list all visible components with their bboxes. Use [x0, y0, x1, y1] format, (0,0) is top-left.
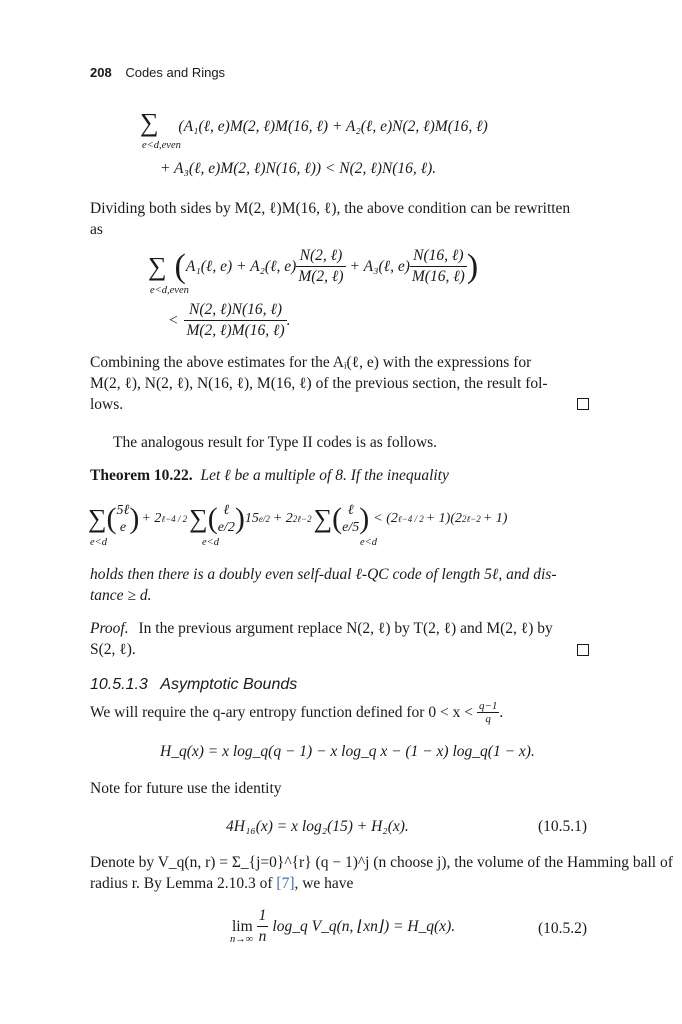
fraction [410, 246, 467, 287]
equation-formula: log_q V_q(n, ⌊xn⌋) = H_q(x). [272, 918, 456, 935]
fraction-numerator: N(16, ℓ) [410, 246, 467, 267]
equation-top [140, 110, 488, 137]
fraction [184, 300, 286, 341]
paragraph-line: radius r. By Lemma 2.10.3 of [90, 875, 273, 892]
fraction-denominator: q [485, 713, 491, 725]
rhs-part: < (2 [373, 511, 398, 526]
citation-link[interactable]: [7] [276, 875, 295, 892]
paragraph-line: In the previous argument replace N(2, ℓ) by T(2, ℓ) and M(2, ℓ) by [138, 620, 553, 637]
paragraph-line: Denote by V_q(n, r) = Σ_{j=0}^{r} (q − 1)^j (n choose j), the volume of the Hamming ball of [90, 854, 673, 871]
exponent: 2ℓ−2 [461, 514, 481, 524]
exponent: 2ℓ−2 [292, 514, 312, 524]
binomial [218, 502, 235, 536]
binomial-bottom: e/2 [217, 520, 235, 535]
equation-top-line2: + A₃(ℓ, e)M(2, ℓ)N(16, ℓ)) < N(2, ℓ)N(16, ℓ). [160, 160, 437, 177]
fraction-numerator: q−1 [478, 700, 498, 712]
sum-index: e<d [202, 537, 219, 548]
sum-index: e<d [360, 537, 377, 548]
paragraph-line: M(2, ℓ), N(2, ℓ), N(16, ℓ), M(16, ℓ) of the previous section, the result fol- [90, 375, 548, 392]
paragraph-line: lows. [90, 396, 124, 413]
theorem-heading [90, 465, 449, 486]
fraction-denominator: M(2, ℓ) [298, 268, 344, 285]
equation-number: (10.5.2) [538, 920, 588, 937]
rhs-part: + 1)(2 [425, 511, 462, 526]
fraction [296, 246, 345, 287]
exponent: ℓ−4 / 2 [397, 514, 424, 524]
paragraph-line: as [90, 221, 103, 238]
relation-symbol: < [168, 312, 179, 329]
equation-term: A₁(ℓ, e) + A₂(ℓ, e) [185, 258, 297, 275]
fraction [257, 906, 269, 947]
paragraph-line: , we have [294, 875, 354, 892]
fraction-denominator: n [258, 928, 267, 945]
qed-box [577, 644, 589, 656]
binomial-top: ℓ [223, 503, 230, 518]
exponent: e/2 [258, 514, 270, 524]
paragraph-line: Combining the above estimates for the Aᵢ(ℓ, e) with the expressions for [90, 354, 532, 371]
equation-entropy: H_q(x) = x log_q(q − 1) − x log_q x − (1 − x) log_q(1 − x). [160, 743, 535, 760]
binomial-bottom: e/5 [342, 520, 360, 535]
paragraph-entropy-intro [90, 700, 503, 725]
paren-close: ) [129, 502, 140, 535]
equation-top-line1: (A₁(ℓ, e)M(2, ℓ)M(16, ℓ) + A₂(ℓ, e)N(2, ℓ)M(16, ℓ) [178, 118, 488, 135]
equation-limit [232, 906, 455, 947]
binomial [117, 502, 130, 536]
paren-close: ) [466, 247, 479, 285]
lim-operator: lim [232, 918, 253, 935]
running-title: Codes and Rings [125, 65, 226, 80]
equation-divided-rhs [168, 300, 290, 341]
equation-divided-sum-index: e<d,even [150, 285, 189, 296]
theorem-statement: Let ℓ be a multiple of 8. If the inequality [200, 467, 449, 484]
binomial [342, 502, 359, 536]
theorem-inequality [88, 502, 507, 536]
fraction-denominator: M(16, ℓ) [411, 268, 465, 285]
qed-box [577, 398, 589, 410]
equation-identity: 4H₁₆(x) = x log₂(15) + H₂(x). [226, 818, 409, 835]
fraction-denominator: M(2, ℓ)M(16, ℓ) [186, 322, 285, 339]
equation-divided [148, 246, 478, 287]
summation-symbol: ∑ [189, 504, 208, 533]
equation-number: (10.5.1) [538, 818, 588, 835]
summation-symbol: ∑ [140, 108, 159, 137]
paragraph-line: Dividing both sides by M(2, ℓ)M(16, ℓ), the above condition can be rewritten [90, 200, 571, 217]
paren-open: ( [207, 502, 218, 535]
paragraph-line: We will require the q-ary entropy function defined for 0 < x < [90, 704, 473, 721]
equation-term: + A₃(ℓ, e) [349, 258, 410, 275]
page-number: 208 [90, 65, 112, 80]
fraction-numerator: 1 [257, 906, 269, 927]
sum-index: e<d [90, 537, 107, 548]
theorem-conclusion [90, 564, 557, 606]
binomial-top: ℓ [347, 503, 354, 518]
factor: 15 [244, 511, 259, 526]
fraction-numerator: N(2, ℓ) [296, 246, 345, 267]
proof-label: Proof. [90, 620, 129, 637]
paragraph-dividing [90, 198, 570, 240]
paragraph-line: tance ≥ d. [90, 587, 152, 604]
proof [90, 618, 553, 660]
paren-close: ) [359, 502, 370, 535]
paren-open: ( [332, 502, 343, 535]
section-number: 10.5.1.3 [90, 676, 148, 693]
section-title: Asymptotic Bounds [160, 676, 298, 693]
fraction [477, 700, 499, 725]
section-heading [90, 676, 297, 694]
paren-open: ( [174, 247, 186, 285]
exponent: ℓ−4 / 2 [161, 514, 188, 524]
theorem-label: Theorem 10.22. [90, 467, 193, 484]
running-header [90, 65, 225, 80]
paragraph-combining [90, 352, 548, 415]
binomial-top: 5ℓ [116, 503, 130, 518]
plus-sign: + 2 [141, 511, 162, 526]
plus-sign: + 2 [272, 511, 293, 526]
paragraph-analogous: The analogous result for Type II codes is as follows. [113, 434, 438, 451]
equation-top-sum-index: e<d,even [142, 140, 181, 151]
binomial-bottom: e [119, 520, 127, 535]
paren-close: ) [234, 502, 245, 535]
fraction-numerator: N(2, ℓ)N(16, ℓ) [184, 300, 286, 321]
paragraph-hamming [90, 852, 673, 894]
summation-symbol: ∑ [148, 251, 167, 281]
summation-symbol: ∑ [313, 504, 333, 533]
paren-open: ( [106, 502, 117, 535]
paragraph-line: S(2, ℓ). [90, 641, 136, 658]
lim-subscript: n→∞ [230, 934, 254, 945]
paragraph-note: Note for future use the identity [90, 780, 282, 797]
paragraph-line: holds then there is a doubly even self-dual ℓ-QC code of length 5ℓ, and dis- [90, 566, 557, 583]
rhs-part: + 1) [482, 511, 508, 526]
period: . [286, 312, 291, 329]
period: . [499, 704, 504, 721]
summation-symbol: ∑ [88, 504, 107, 533]
